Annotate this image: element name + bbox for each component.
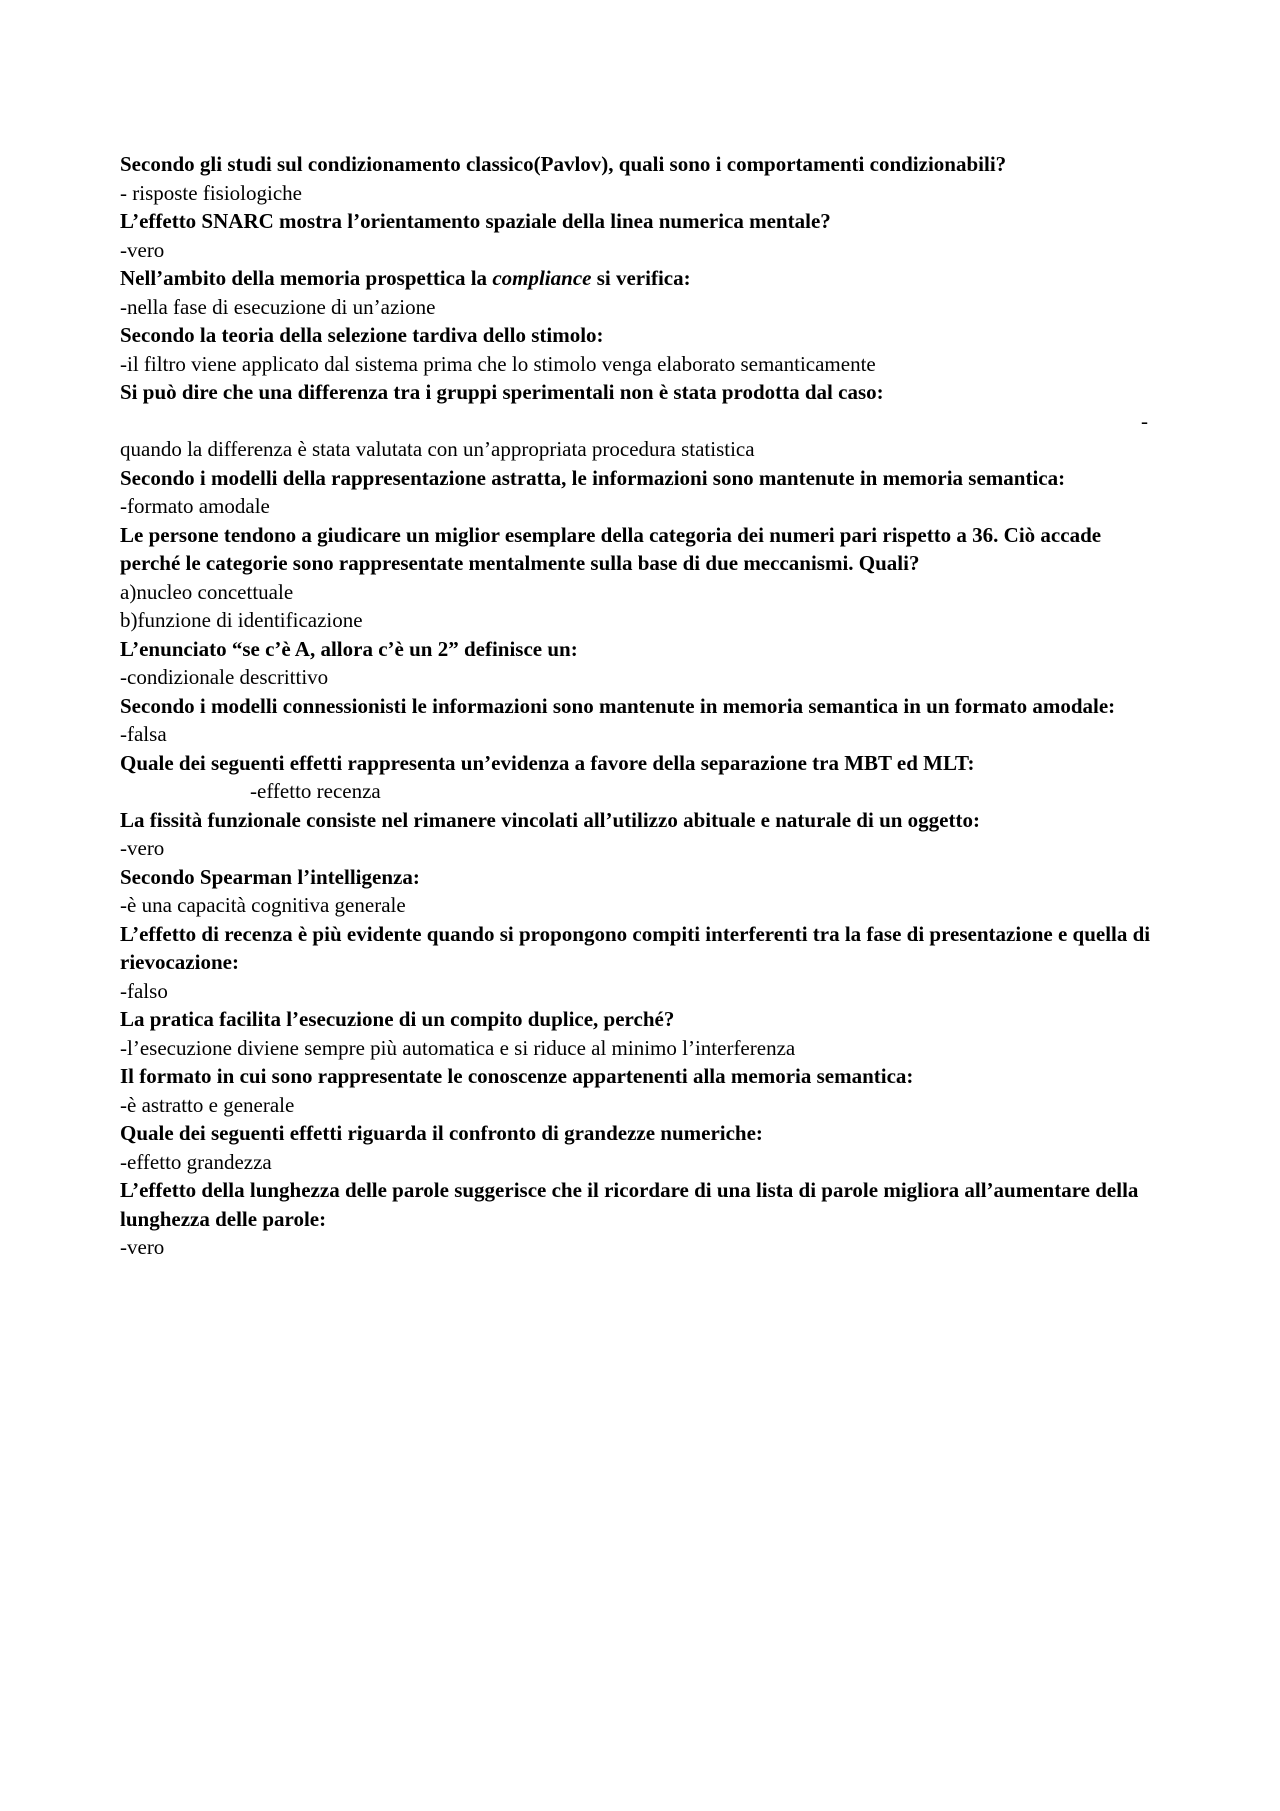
answer-text: -condizionale descrittivo [120, 665, 329, 689]
question-text-part: Nell’ambito della memoria prospettica la [120, 266, 493, 290]
question-text: Quale dei seguenti effetti rappresenta un’evidenza a favore della separazione tra MBT ed MLT: [120, 750, 975, 775]
question-text: Secondo gli studi sul condizionamento classico(Pavlov), quali sono i comportamenti condizionabili? [120, 152, 1007, 176]
question-text: Quale dei seguenti effetti riguarda il confronto di grandezze numeriche: [120, 1121, 763, 1145]
answer-text: -effetto grandezza [120, 1149, 272, 1174]
answer-text: -il filtro viene applicato dal sistema prima che lo stimolo venga elaborato semanticamente [120, 351, 876, 376]
answer-text: -vero [120, 836, 165, 860]
answer-text: b)funzione di identificazione [120, 608, 363, 632]
answer-text: -è astratto e generale [120, 1092, 295, 1117]
answer-text: - risposte fisiologiche [120, 180, 302, 205]
question-text: L’effetto SNARC mostra l’orientamento spaziale della linea numerica mentale? [120, 209, 831, 233]
answer-text: -formato amodale [120, 494, 270, 518]
answer-text: -vero [120, 1235, 165, 1259]
document-body [120, 150, 1160, 1262]
question-italic-term: compliance [492, 266, 592, 290]
question-text: L’effetto di recenza è più evidente quando si propongono compiti interferenti tra la fase di presentazione e quella di rievocazione: [120, 921, 1151, 974]
question-text: Il formato in cui sono rappresentate le conoscenze appartenenti alla memoria semantica: [120, 1064, 914, 1088]
answer-text: -è una capacità cognitiva generale [120, 893, 406, 917]
answer-dash: - [1141, 408, 1148, 433]
answer-text: quando la differenza è stata valutata con un’appropriata procedura statistica [120, 437, 755, 461]
question-text: L’effetto della lunghezza delle parole suggerisce che il ricordare di una lista di parole migliora all’aumentare della lunghezza delle parole: [120, 1178, 1139, 1231]
question-text-part: si verifica: [591, 266, 691, 290]
answer-text: a)nucleo concettuale [120, 579, 294, 604]
answer-text: -nella fase di esecuzione di un’azione [120, 294, 436, 319]
question-text: La fissità funzionale consiste nel rimanere vincolati all’utilizzo abituale e naturale di un oggetto: [120, 807, 980, 832]
question-text: Le persone tendono a giudicare un miglior esemplare della categoria dei numeri pari rispetto a 36. Ciò accade perché le categorie sono rappresentate mentalmente sulla base di due meccanismi. Quali? [120, 522, 1102, 575]
question-text: Secondo i modelli della rappresentazione astratta, le informazioni sono mantenute in memoria semantica: [120, 465, 1066, 490]
answer-text: -effetto recenza [250, 779, 381, 803]
question-text [120, 264, 1160, 293]
question-text: Secondo la teoria della selezione tardiva dello stimolo: [120, 323, 604, 347]
question-text: La pratica facilita l’esecuzione di un compito duplice, perché? [120, 1007, 675, 1031]
answer-text: -falsa [120, 722, 167, 746]
question-text: Secondo Spearman l’intelligenza: [120, 864, 420, 889]
answer-text: -l’esecuzione diviene sempre più automatica e si riduce al minimo l’interferenza [120, 1035, 796, 1060]
question-text: Secondo i modelli connessionisti le informazioni sono mantenute in memoria semantica in un formato amodale: [120, 693, 1116, 718]
answer-text: -vero [120, 237, 165, 262]
question-text: Si può dire che una differenza tra i gruppi sperimentali non è stata prodotta dal caso: [120, 380, 884, 404]
answer-text: -falso [120, 978, 168, 1003]
question-text: L’enunciato “se c’è A, allora c’è un 2” definisce un: [120, 636, 578, 661]
